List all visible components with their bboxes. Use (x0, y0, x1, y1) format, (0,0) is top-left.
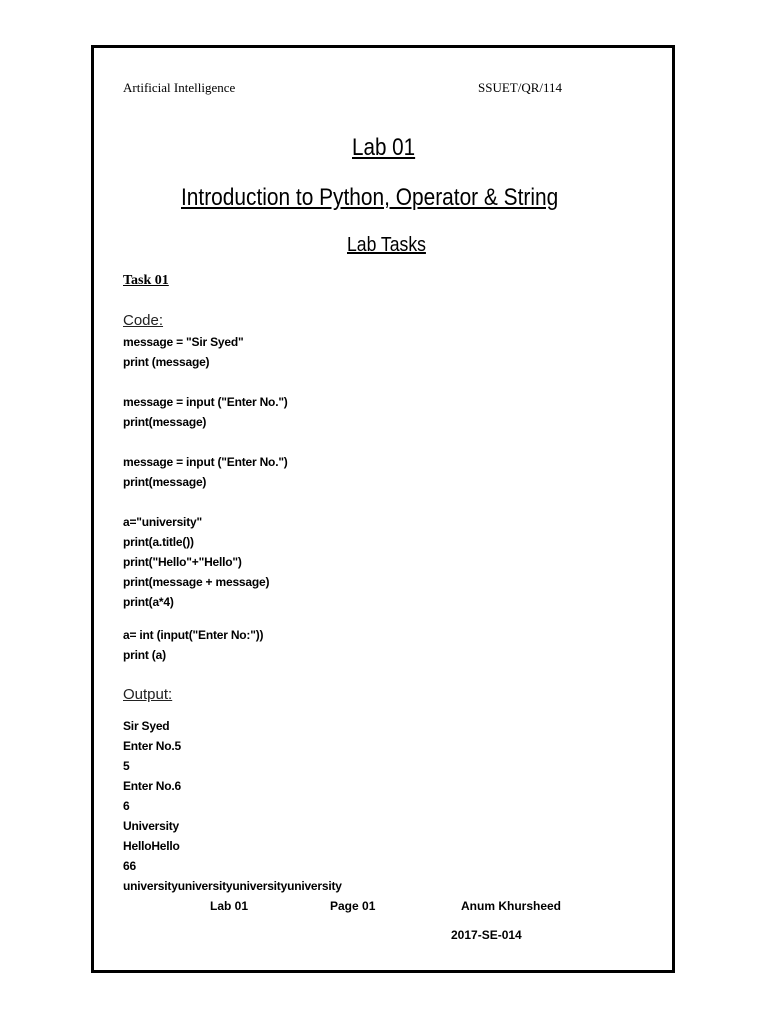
output-line: 6 (123, 799, 130, 813)
lab-title: Lab 01 (352, 134, 416, 161)
code-line: print(a*4) (123, 595, 174, 609)
footer-author: Anum Khursheed (461, 899, 562, 913)
lab-tasks-heading: Lab Tasks (347, 234, 426, 256)
code-line: message = input ("Enter No.") (123, 395, 288, 409)
code-line: message = input ("Enter No.") (123, 455, 288, 469)
code-line: print(message) (123, 475, 207, 489)
topic-title: Introduction to Python, Operator & String (181, 184, 559, 211)
code-line: print (message) (123, 355, 210, 369)
code-line: print("Hello"+"Hello") (123, 555, 242, 569)
code-label: Code: (123, 312, 164, 329)
output-line: HelloHello (123, 839, 180, 853)
output-line: 5 (123, 759, 130, 773)
footer-page: Page 01 (330, 899, 376, 913)
code-line: a="university" (123, 515, 202, 529)
output-line: 66 (123, 859, 136, 873)
code-line: message = "Sir Syed" (123, 335, 244, 349)
task-heading: Task 01 (123, 273, 169, 288)
code-line: print(message) (123, 415, 207, 429)
output-line: Enter No.5 (123, 739, 182, 753)
output-line: Enter No.6 (123, 779, 182, 793)
output-label: Output: (123, 686, 173, 703)
code-line: print(message + message) (123, 575, 270, 589)
output-line: Sir Syed (123, 719, 170, 733)
code-line: print (a) (123, 648, 166, 662)
code-line: a= int (input("Enter No:")) (123, 628, 264, 642)
footer-roll: 2017-SE-014 (451, 928, 522, 942)
code-line: print(a.title()) (123, 535, 194, 549)
header-doc-code: SSUET/QR/114 (478, 80, 563, 95)
output-line: University (123, 819, 180, 833)
output-line: universityuniversityuniversityuniversity (123, 879, 342, 893)
footer-lab: Lab 01 (210, 899, 249, 913)
header-subject: Artificial Intelligence (123, 80, 236, 95)
